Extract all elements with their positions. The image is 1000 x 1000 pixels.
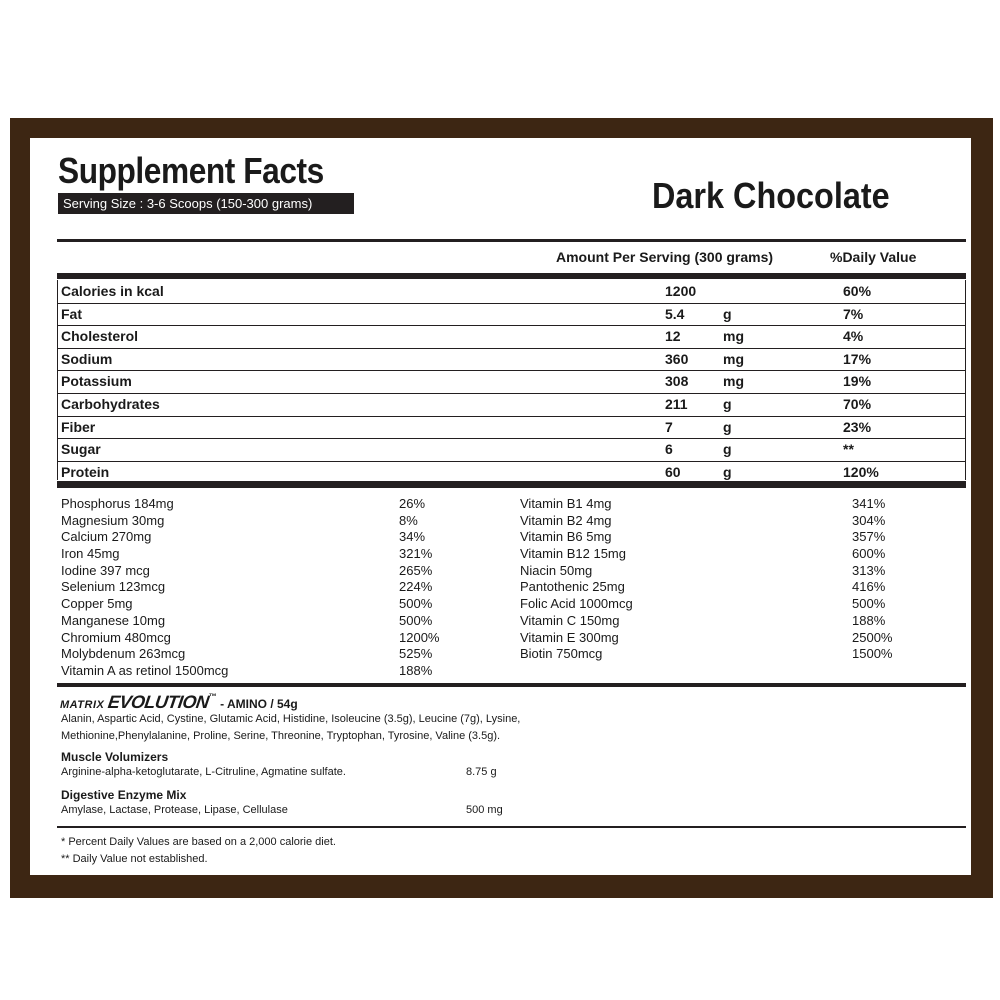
nutrient-amount: 360 bbox=[665, 350, 689, 367]
nutrient-unit: mg bbox=[723, 328, 744, 345]
mineral-name: Iron 45mg bbox=[61, 546, 120, 562]
nutrient-amount: 1200 bbox=[665, 283, 697, 299]
mineral-name: Chromium 480mcg bbox=[61, 629, 171, 645]
nutrient-name: Sodium bbox=[61, 350, 113, 367]
vitamin-name: Vitamin B12 15mg bbox=[520, 546, 626, 562]
amino-list-line1: Alanin, Aspartic Acid, Cystine, Glutamic Acid, Histidine, Isoleucine (3.5g), Leucine (7g), Lysine, bbox=[61, 713, 521, 725]
vitamin-name: Vitamin B2 4mg bbox=[520, 512, 612, 528]
nutrient-unit: g bbox=[723, 441, 732, 458]
minerals-dv bbox=[399, 496, 439, 680]
nutrient-amount: 5.4 bbox=[665, 305, 685, 322]
mineral-dv: 8% bbox=[399, 512, 418, 528]
vitamin-dv: 1500% bbox=[852, 646, 893, 662]
minerals-names bbox=[61, 496, 228, 680]
vitamin-dv: 416% bbox=[852, 579, 886, 595]
mineral-dv: 265% bbox=[399, 562, 433, 578]
dv-column-header: %Daily Value bbox=[830, 249, 917, 265]
nutrient-unit: mg bbox=[723, 373, 744, 390]
volumizers-title: Muscle Volumizers bbox=[61, 750, 169, 764]
header-rule bbox=[57, 273, 966, 279]
mineral-dv: 525% bbox=[399, 646, 433, 662]
mineral-name: Molybdenum 263mcg bbox=[61, 646, 186, 662]
nutrient-row bbox=[57, 280, 966, 302]
nutrient-dv: 7% bbox=[843, 305, 864, 322]
vitamin-name: Pantothenic 25mg bbox=[520, 579, 625, 595]
nutrient-row bbox=[57, 393, 966, 415]
nutrient-row bbox=[57, 348, 966, 370]
nutrient-row bbox=[57, 303, 966, 325]
mineral-name: Vitamin A as retinol 1500mcg bbox=[61, 662, 229, 678]
vitamin-dv: 357% bbox=[852, 529, 886, 545]
nutrient-dv: 19% bbox=[843, 373, 872, 390]
nutrient-name: Potassium bbox=[61, 373, 132, 390]
vitamin-dv: 2500% bbox=[852, 629, 893, 645]
nutrient-amount: 308 bbox=[665, 373, 689, 390]
mineral-name: Calcium 270mg bbox=[61, 529, 152, 545]
serving-size-badge: Serving Size : 3-6 Scoops (150-300 grams) bbox=[58, 193, 354, 214]
nutrient-dv: 4% bbox=[843, 328, 864, 345]
amount-column-header: Amount Per Serving (300 grams) bbox=[556, 249, 774, 265]
vitamin-dv: 600% bbox=[852, 546, 886, 562]
vitamin-name: Vitamin B1 4mg bbox=[520, 496, 612, 511]
mineral-name: Iodine 397 mcg bbox=[61, 562, 150, 578]
nutrient-name: Calories in kcal bbox=[61, 283, 164, 299]
mineral-dv: 26% bbox=[399, 496, 426, 511]
page-title: Supplement Facts bbox=[58, 150, 324, 191]
mineral-dv: 500% bbox=[399, 596, 433, 612]
mineral-name: Magnesium 30mg bbox=[61, 512, 165, 528]
nutrient-unit: g bbox=[723, 396, 732, 412]
footnote-percent-dv: * Percent Daily Values are based on a 2,000 calorie diet. bbox=[61, 836, 336, 848]
mineral-dv: 321% bbox=[399, 546, 433, 562]
amino-list-line2: Methionine,Phenylalanine, Proline, Serine, Threonine, Tryptophan, Tyrosine, Valine (3.5g). bbox=[61, 730, 501, 742]
mineral-name: Manganese 10mg bbox=[61, 612, 166, 628]
volumizers-text: Arginine-alpha-ketoglutarate, L-Citruline, Agmatine sulfate. bbox=[61, 766, 346, 778]
mineral-dv: 224% bbox=[399, 579, 433, 595]
nutrient-dv: 17% bbox=[843, 350, 872, 367]
nutrient-unit: mg bbox=[723, 350, 744, 367]
vitamin-dv: 313% bbox=[852, 562, 886, 578]
nutrient-amount: 211 bbox=[665, 396, 688, 412]
amino-label: - AMINO / 54g bbox=[216, 697, 298, 711]
nutrient-row bbox=[57, 438, 966, 460]
mineral-name: Phosphorus 184mg bbox=[61, 496, 174, 511]
nutrient-dv: 60% bbox=[843, 283, 872, 299]
matrix-evolution-logo bbox=[60, 692, 298, 713]
micronutrient-bottom-rule bbox=[57, 683, 966, 687]
vitamin-name: Vitamin C 150mg bbox=[520, 612, 620, 628]
vitamin-dv: 304% bbox=[852, 512, 886, 528]
volumizers-amount: 8.75 g bbox=[466, 766, 497, 778]
footnote-not-established: ** Daily Value not established. bbox=[61, 853, 208, 865]
nutrient-amount: 12 bbox=[665, 328, 681, 345]
nutrient-amount: 60 bbox=[665, 463, 681, 480]
nutrient-name: Carbohydrates bbox=[61, 396, 160, 412]
enzymes-title: Digestive Enzyme Mix bbox=[61, 788, 187, 802]
flavor-title: Dark Chocolate bbox=[652, 175, 890, 216]
vitamin-dv: 500% bbox=[852, 596, 886, 612]
nutrient-amount: 6 bbox=[665, 441, 673, 458]
vitamin-name: Niacin 50mg bbox=[520, 562, 593, 578]
nutrient-amount: 7 bbox=[665, 418, 673, 435]
nutrient-dv: 23% bbox=[843, 418, 872, 435]
nutrient-unit: g bbox=[723, 463, 732, 480]
nutrient-row bbox=[57, 461, 966, 483]
nutrient-name: Protein bbox=[61, 463, 110, 480]
mineral-name: Copper 5mg bbox=[61, 596, 133, 612]
vitamin-dv: 341% bbox=[852, 496, 886, 511]
mineral-dv: 500% bbox=[399, 612, 433, 628]
enzymes-text: Amylase, Lactase, Protease, Lipase, Cellulase bbox=[61, 804, 288, 816]
vitamins-names bbox=[520, 496, 633, 663]
brand-evolution: EVOLUTION bbox=[106, 692, 211, 712]
nutrient-row bbox=[57, 325, 966, 347]
mineral-name: Selenium 123mcg bbox=[61, 579, 166, 595]
nutrient-dv: 70% bbox=[843, 396, 872, 412]
vitamin-name: Vitamin B6 5mg bbox=[520, 529, 612, 545]
nutrient-name: Sugar bbox=[61, 441, 101, 458]
vitamin-name: Biotin 750mcg bbox=[520, 646, 603, 662]
vitamin-name: Folic Acid 1000mcg bbox=[520, 596, 633, 612]
vitamin-name: Vitamin E 300mg bbox=[520, 629, 619, 645]
nutrient-unit: g bbox=[723, 418, 732, 435]
vitamin-dv: 188% bbox=[852, 612, 886, 628]
vitamins-dv bbox=[852, 496, 892, 663]
nutrient-row bbox=[57, 370, 966, 392]
nutrient-unit: g bbox=[723, 305, 732, 322]
mineral-dv: 34% bbox=[399, 529, 426, 545]
nutrient-dv: 120% bbox=[843, 463, 879, 480]
nutrient-row bbox=[57, 416, 966, 438]
enzymes-amount: 500 mg bbox=[466, 804, 503, 816]
nutrient-name: Fiber bbox=[61, 418, 96, 435]
mineral-dv: 1200% bbox=[399, 629, 440, 645]
nutrient-name: Fat bbox=[61, 305, 82, 322]
top-rule bbox=[57, 239, 966, 242]
mineral-dv: 188% bbox=[399, 662, 433, 678]
nutrient-dv: ** bbox=[843, 441, 854, 458]
nutrient-bottom-rule bbox=[57, 481, 966, 488]
nutrient-name: Cholesterol bbox=[61, 328, 139, 345]
brand-matrix: MATRIX bbox=[60, 699, 105, 711]
trademark: ™ bbox=[208, 692, 217, 701]
footnote-rule bbox=[57, 826, 966, 828]
